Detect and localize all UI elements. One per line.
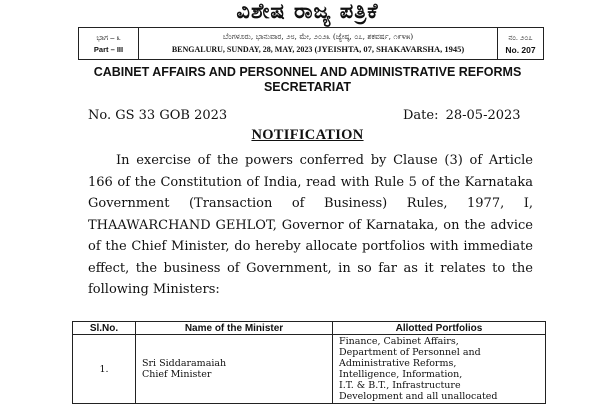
table-row (73, 335, 546, 404)
part-english: Part – III (93, 44, 124, 54)
date-english (139, 43, 497, 56)
issue-number-kannada: ನಂ. ೨೦೭ (508, 32, 533, 42)
department-title: CABINET AFFAIRS AND PERSONNEL AND ADMINISTRATIVE REFORMS SECRETARIAT (93, 65, 522, 94)
portfolio-line: Administrative Reforms, (339, 358, 457, 369)
header-minister-name: Name of the Minister (136, 322, 333, 335)
portfolio-line: Finance, Cabinet Affairs, (339, 336, 459, 347)
issue-number-english: No. 207 (505, 44, 536, 55)
gazette-masthead (78, 27, 544, 60)
order-date: Date: 28-05-2023 (403, 108, 521, 123)
row-sl-no: 1. (73, 335, 136, 404)
date-kannada: ಬೆಂಗಳೂರು, ಭಾನುವಾರ, ೨೮, ಮೇ, ೨೦೨೩ (ಜ್ಯೇಷ್ಠ, ೦೭, ಶಕವರ್ಷ, ೧೯೪೫) (222, 32, 414, 41)
portfolio-line: Intelligence, Information, (339, 369, 463, 380)
gazette-title: ವಿಶೇಷ ರಾಜ್ಯ ಪತ್ರಿಕೆ (236, 0, 379, 23)
notification-body: In exercise of the powers conferred by Clause (3) of Article 166 of the Constitution of India, read with Rule 5 of the Karnataka Government (Transaction of Business) Rules, 1977, I, THAAWARCHAND GEHLOT, Governor of Karnataka, on the advice of the Chief Minister, do hereby allocate portfolios with immediate effect, the business of Government, in so far as it relates to the following Ministers: (88, 153, 533, 297)
part-cell (79, 28, 139, 60)
portfolio-line: I.T. & B.T., Infrastructure (339, 380, 461, 391)
part-kannada: ಭಾಗ – ೩ (96, 32, 121, 42)
order-number: No. GS 33 GOB 2023 (88, 108, 228, 123)
row-minister-name (136, 335, 333, 404)
minister-designation: Chief Minister (142, 369, 212, 380)
table-header-row (73, 322, 546, 335)
row-portfolios (333, 335, 546, 404)
header-allotted-portfolios: Allotted Portfolios (333, 322, 546, 335)
portfolio-allocation-table (72, 321, 546, 404)
issue-number-cell (498, 28, 544, 60)
date-english-main: BENGALURU, SUNDAY, 28, MAY, 2023 (171, 45, 313, 54)
portfolio-line: Department of Personnel and (339, 347, 481, 358)
portfolio-line: Development and all unallocated (339, 391, 498, 402)
minister-name: Sri Siddaramaiah (142, 358, 227, 369)
notification-heading: NOTIFICATION (251, 127, 364, 143)
date-english-saka: (JYEISHTA, 07, SHAKAVARSHA, 1945) (314, 44, 465, 54)
date-cell (139, 28, 498, 60)
header-sl-no: Sl.No. (73, 322, 136, 335)
